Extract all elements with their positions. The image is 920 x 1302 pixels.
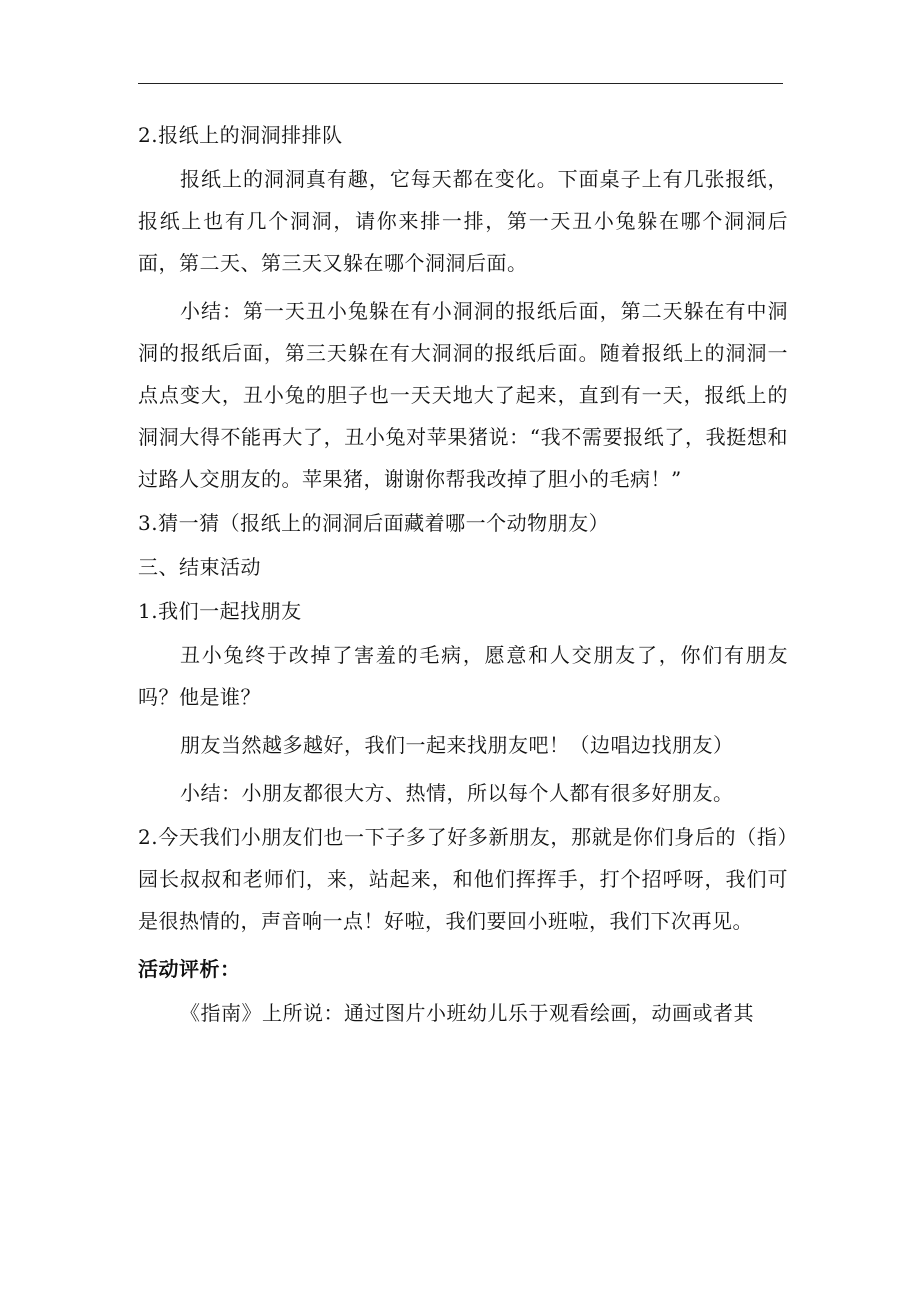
part-heading: 三、结束活动 [138,555,261,579]
body-paragraph: 2.今天我们小朋友们也一下子多了好多新朋友，那就是你们身后的（指）园长叔叔和老师们，来，站起来，和他们挥挥手，打个招呼呀，我们可是很热情的，声音响一点！好啦，我们要回小班啦，我们下次再见。 [138,825,788,933]
body-paragraph: 丑小兔终于改掉了害羞的毛病，愿意和人交朋友了，你们有朋友吗？他是谁？ [138,643,788,709]
summary-paragraph: 小结：第一天丑小兔躲在有小洞洞的报纸后面，第二天躲在有中洞洞的报纸后面，第三天躲在有大洞洞的报纸后面。随着报纸上的洞洞一点点变大，丑小兔的胆子也一天天地大了起来，直到有一天，报纸上的洞洞大得不能再大了，丑小兔对苹果猪说：“我不需要报纸了，我挺想和过路人交朋友的。苹果猪，谢谢你帮我改掉了胆小的毛病！” [138,299,788,491]
header-rule [138,83,783,84]
document-body [138,114,788,1040]
summary-paragraph: 小结：小朋友都很大方、热情，所以每个人都有很多好朋友。 [180,781,734,805]
section-heading: 2.报纸上的洞洞排排队 [138,123,343,147]
body-paragraph: 朋友当然越多越好，我们一起来找朋友吧！（边唱边找朋友） [180,733,734,757]
item-heading: 1.我们一起找朋友 [138,599,302,623]
section-heading: 3.猜一猜（报纸上的洞洞后面藏着哪一个动物朋友） [138,511,610,535]
evaluation-paragraph: 《指南》上所说：通过图片小班幼儿乐于观看绘画，动画或者其 [180,1001,754,1025]
body-paragraph: 报纸上的洞洞真有趣，它每天都在变化。下面桌子上有几张报纸，报纸上也有几个洞洞，请你来排一排，第一天丑小兔躲在哪个洞洞后面，第二天、第三天又躲在哪个洞洞后面。 [138,167,788,275]
evaluation-heading: 活动评析： [138,957,241,981]
